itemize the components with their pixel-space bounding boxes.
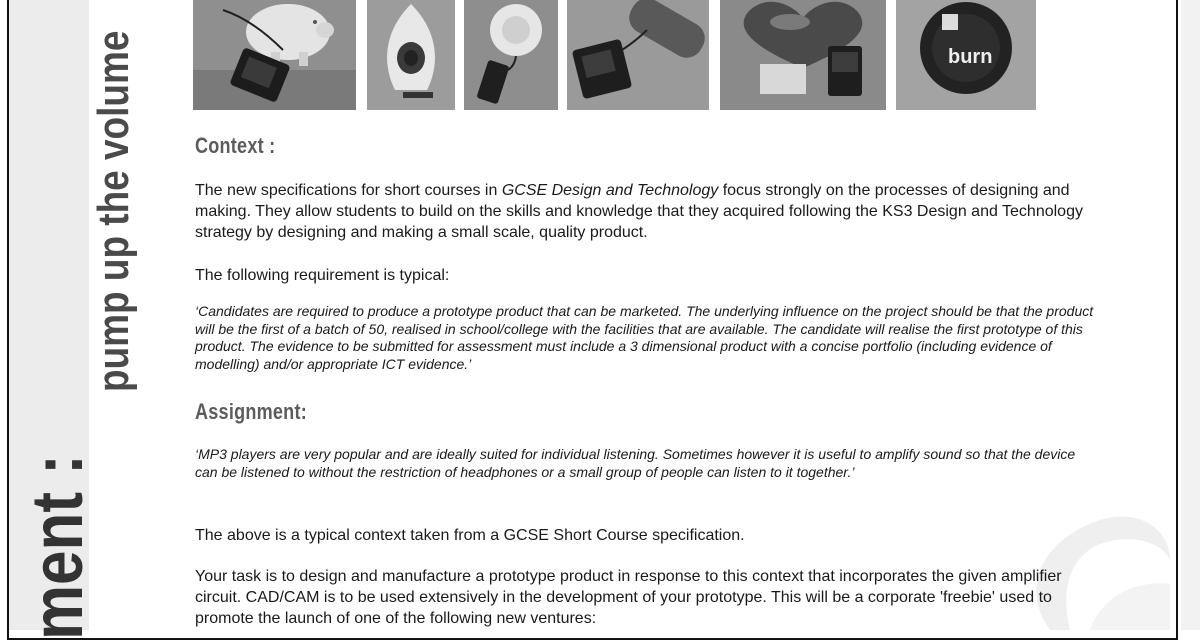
assignment-heading: Assignment:	[195, 399, 307, 424]
sidebar-heading-small: pump up the volume	[89, 30, 138, 392]
photo-dome-speaker	[464, 0, 558, 110]
photo-heart-speaker	[720, 0, 886, 110]
photo-tube-speaker	[567, 0, 709, 110]
photo-piggy-bank-speaker	[193, 0, 356, 110]
page-edge	[1181, 0, 1200, 630]
photo-teardrop-speaker	[367, 0, 455, 110]
context-paragraph-2: The following requirement is typical:	[195, 267, 450, 284]
burn-label: burn	[948, 46, 993, 68]
context-requirement-quote: ‘Candidates are required to produce a prototype product that can be marketed. The underlying influence on the project should be that the product will be the first of a batch of 50, realised in school/college with the facilities that are available. The candidate will realise the first prototype of this product. The evidence to be submitted for assessment must include a 3 dimensional product with a concise portfolio (including evidence of modelling) and/or appropriate ICT evidence.’	[195, 303, 1094, 373]
assignment-quote: ‘MP3 players are very popular and are ideally suited for individual listening. Sometimes however it is useful to amplify sound so that the device can be listened to without the restriction of headphones or a small group of people can listen to it together.’	[195, 446, 1076, 480]
assignment-paragraph-1: The above is a typical context taken from a GCSE Short Course specification.	[195, 527, 745, 544]
context-heading: Context :	[195, 133, 276, 158]
assignment-paragraph-2: Your task is to design and manufacture a prototype product in response to this context that incorporates the given amplifier circuit. CAD/CAM is to be used extensively in the development of your prototype. This will be a corporate 'freebie' used to promote the launch of one of the following new ventures:	[195, 568, 1062, 627]
sidebar-heading-large: ment :	[18, 454, 98, 640]
photo-burn-can-speaker	[896, 0, 1036, 110]
context-paragraph-1: The new specifications for short courses in GCSE Design and Technology focus strongly on the processes of designing and making. They allow students to build on the skills and knowledge that they acquired following the KS3 Design and Technology strategy by designing and making a small scale, quality product.	[195, 182, 1083, 241]
